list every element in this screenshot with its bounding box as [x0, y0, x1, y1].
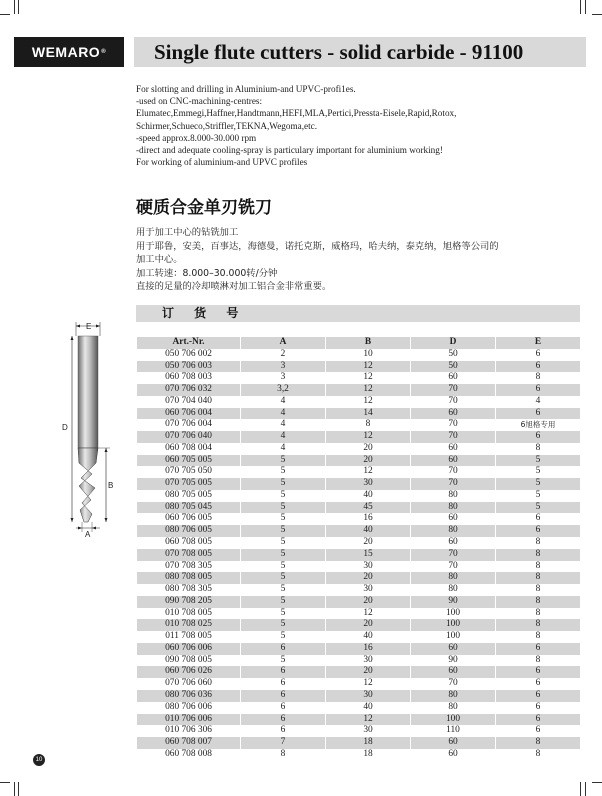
table-cell: 6: [495, 714, 580, 726]
table-cell: 12: [325, 431, 410, 443]
table-cell: 8: [495, 584, 580, 596]
table-cell: 12: [325, 396, 410, 408]
table-cell: 60: [410, 666, 495, 678]
table-cell: 5: [240, 502, 325, 514]
desc-line: -speed approx.8.000-30.000 rpm: [136, 132, 257, 143]
table-row: [137, 572, 580, 584]
table-cell: 12: [325, 714, 410, 726]
dim-label-d: D: [62, 423, 68, 432]
table-cell: 40: [325, 702, 410, 714]
table-cell: 14: [325, 408, 410, 420]
column-header: B: [325, 337, 410, 349]
table-cell: 5: [240, 619, 325, 631]
table-cell: 3: [240, 361, 325, 373]
table-cell: 6: [240, 725, 325, 737]
crop-mark: [18, 0, 19, 14]
table-cell: 80: [410, 502, 495, 514]
cutter-flute: [78, 448, 98, 522]
table-cell: 12: [325, 372, 410, 384]
table-cell: 6: [495, 361, 580, 373]
table-cell: 20: [325, 572, 410, 584]
table-cell: 16: [325, 513, 410, 525]
table-row: [137, 443, 580, 455]
table-cell: 30: [325, 584, 410, 596]
table-cell: 8: [495, 608, 580, 620]
table-cell: 60: [410, 749, 495, 761]
crop-mark: [580, 782, 581, 796]
desc-line: For working of aluminium-and UPVC profiles: [136, 157, 308, 168]
table-cell: 80: [410, 525, 495, 537]
table-cell: 5: [495, 455, 580, 467]
table-row: [137, 643, 580, 655]
table-cell: 5: [240, 631, 325, 643]
table-cell: 20: [325, 666, 410, 678]
crop-mark: [18, 782, 19, 796]
table-cell: 060 708 004: [137, 443, 240, 455]
registered-mark: ®: [101, 49, 107, 55]
table-cell: 5: [240, 455, 325, 467]
table-cell: 090 708 205: [137, 596, 240, 608]
table-cell: 20: [325, 443, 410, 455]
table-cell: 90: [410, 596, 495, 608]
table-cell: 5: [240, 525, 325, 537]
table-row: [137, 525, 580, 537]
table-cell: 70: [410, 549, 495, 561]
table-row: [137, 596, 580, 608]
table-cell: 6: [495, 525, 580, 537]
table-cell: 070 705 005: [137, 478, 240, 490]
table-row: [137, 431, 580, 443]
table-cell: 70: [410, 396, 495, 408]
table-cell: 5: [240, 572, 325, 584]
table-cell: 30: [325, 655, 410, 667]
table-cell: 8: [495, 749, 580, 761]
table-cell: 70: [410, 431, 495, 443]
table-row: [137, 419, 580, 431]
table-cell: 5: [495, 466, 580, 478]
dim-label-e: E: [86, 322, 92, 331]
crop-mark: [592, 14, 602, 15]
table-cell: 5: [240, 655, 325, 667]
table-cell: 6: [495, 513, 580, 525]
table-row: [137, 749, 580, 761]
table-cell: 010 706 006: [137, 714, 240, 726]
page-number: 10: [33, 754, 45, 766]
crop-mark: [592, 782, 602, 783]
title-bar: [124, 37, 586, 67]
desc-cn-line: 直接的足量的冷却喷淋对加工铝合金非常重要。: [136, 281, 332, 293]
specification-table: [137, 337, 580, 761]
table-cell: 4: [495, 396, 580, 408]
table-cell: 3: [240, 372, 325, 384]
table-cell: 2: [240, 349, 325, 361]
table-cell: 40: [325, 631, 410, 643]
table-cell: 20: [325, 619, 410, 631]
table-cell: 070 705 050: [137, 466, 240, 478]
table-cell: 6: [495, 678, 580, 690]
dim-label-a: A: [85, 530, 91, 539]
table-row: [137, 690, 580, 702]
table-cell: 8: [495, 572, 580, 584]
table-cell: 080 708 005: [137, 572, 240, 584]
table-cell: 30: [325, 478, 410, 490]
table-cell: 18: [325, 737, 410, 749]
table-cell: 7: [240, 737, 325, 749]
table-cell: 3,2: [240, 384, 325, 396]
table-cell: 8: [495, 561, 580, 573]
table-cell: 8: [495, 655, 580, 667]
table-row: [137, 561, 580, 573]
table-cell: 12: [325, 361, 410, 373]
table-row: [137, 714, 580, 726]
table-cell: 070 706 004: [137, 419, 240, 431]
table-cell: 70: [410, 419, 495, 431]
table-cell: 5: [240, 466, 325, 478]
table-cell: 60: [410, 737, 495, 749]
table-row: [137, 631, 580, 643]
table-cell: 12: [325, 608, 410, 620]
order-number-header: 订 货 号: [136, 305, 580, 322]
table-cell: 70: [410, 466, 495, 478]
table-cell: 6: [495, 408, 580, 420]
table-row: [137, 608, 580, 620]
crop-mark: [0, 782, 10, 783]
table-cell: 5: [240, 608, 325, 620]
table-row: [137, 619, 580, 631]
table-cell: 060 706 006: [137, 643, 240, 655]
table-cell: 8: [495, 737, 580, 749]
crop-mark: [585, 782, 586, 796]
table-row: [137, 549, 580, 561]
table-cell: 6旭格专用: [495, 419, 580, 431]
table-cell: 070 708 005: [137, 549, 240, 561]
table-row: [137, 737, 580, 749]
table-cell: 5: [495, 490, 580, 502]
table-cell: 45: [325, 502, 410, 514]
table-cell: 12: [325, 678, 410, 690]
title-bar-gap: [124, 37, 134, 67]
brand-logo: [14, 37, 124, 67]
table-cell: 080 705 005: [137, 490, 240, 502]
table-row: [137, 502, 580, 514]
table-cell: 20: [325, 596, 410, 608]
table-cell: 60: [410, 537, 495, 549]
table-row: [137, 490, 580, 502]
table-cell: 6: [495, 725, 580, 737]
table-cell: 12: [325, 466, 410, 478]
table-row: [137, 537, 580, 549]
table-cell: 6: [495, 349, 580, 361]
table-cell: 110: [410, 725, 495, 737]
table-cell: 8: [495, 443, 580, 455]
table-cell: 4: [240, 419, 325, 431]
table-cell: 010 708 025: [137, 619, 240, 631]
table-row: [137, 349, 580, 361]
table-cell: 070 706 040: [137, 431, 240, 443]
table-cell: 80: [410, 690, 495, 702]
brand-name: WEMARO: [31, 44, 101, 60]
table-row: [137, 396, 580, 408]
desc-cn-line: 用于加工中心的钻铣加工: [136, 227, 239, 238]
table-cell: 60: [410, 408, 495, 420]
table-cell: 060 706 026: [137, 666, 240, 678]
table-cell: 5: [495, 478, 580, 490]
table-cell: 070 706 032: [137, 384, 240, 396]
table-cell: 30: [325, 561, 410, 573]
description-cn: [136, 226, 586, 294]
table-row: [137, 478, 580, 490]
table-cell: 20: [325, 455, 410, 467]
table-cell: 5: [240, 584, 325, 596]
table-cell: 100: [410, 631, 495, 643]
table-cell: 5: [240, 490, 325, 502]
table-row: [137, 455, 580, 467]
table-row: [137, 666, 580, 678]
table-cell: 5: [240, 537, 325, 549]
table-row: [137, 361, 580, 373]
table-cell: 6: [495, 690, 580, 702]
table-cell: 060 706 004: [137, 408, 240, 420]
table-cell: 6: [240, 666, 325, 678]
table-cell: 60: [410, 455, 495, 467]
table-cell: 6: [240, 714, 325, 726]
table-cell: 8: [495, 549, 580, 561]
table-cell: 010 708 005: [137, 608, 240, 620]
crop-mark: [585, 0, 586, 14]
table-cell: 050 706 002: [137, 349, 240, 361]
table-cell: 30: [325, 690, 410, 702]
table-row: [137, 655, 580, 667]
table-cell: 050 706 003: [137, 361, 240, 373]
table-cell: 6: [495, 643, 580, 655]
table-cell: 70: [410, 384, 495, 396]
table-cell: 6: [240, 690, 325, 702]
column-header: E: [495, 337, 580, 349]
desc-line: For slotting and drilling in Aluminium-and UPVC-profi1es.: [136, 84, 356, 94]
table-cell: 12: [325, 384, 410, 396]
table-cell: 60: [410, 643, 495, 655]
table-cell: 060 708 003: [137, 372, 240, 384]
table-cell: 090 708 005: [137, 655, 240, 667]
table-row: [137, 678, 580, 690]
table-cell: 80: [410, 584, 495, 596]
column-header: A: [240, 337, 325, 349]
table-row: [137, 584, 580, 596]
cutter-drawing: [58, 318, 128, 540]
table-cell: 100: [410, 619, 495, 631]
table-cell: 50: [410, 361, 495, 373]
table-cell: 60: [410, 443, 495, 455]
table-cell: 070 706 060: [137, 678, 240, 690]
table-cell: 6: [495, 666, 580, 678]
table-cell: 8: [325, 419, 410, 431]
desc-line: -direct and adequate cooling-spray is particulary important for aluminium working!: [136, 145, 443, 156]
table-cell: 60: [410, 513, 495, 525]
table-row: [137, 408, 580, 420]
table-cell: 4: [240, 431, 325, 443]
column-header: Art.-Nr.: [137, 337, 240, 349]
table-cell: 4: [240, 396, 325, 408]
table-cell: 70: [410, 561, 495, 573]
table-cell: 5: [240, 549, 325, 561]
desc-cn-line: 加工中心。: [136, 254, 183, 266]
table-cell: 060 706 005: [137, 513, 240, 525]
table-cell: 011 708 005: [137, 631, 240, 643]
table-cell: 060 708 007: [137, 737, 240, 749]
table-cell: 8: [495, 631, 580, 643]
desc-line: Schirmer,Schueco,Striffler,TEKNA,Wegoma,etc.: [136, 120, 318, 131]
table-cell: 100: [410, 714, 495, 726]
table-cell: 070 704 040: [137, 396, 240, 408]
page-title: Single flute cutters - solid carbide - 91100: [154, 39, 524, 64]
table-cell: 060 705 005: [137, 455, 240, 467]
table-cell: 100: [410, 608, 495, 620]
table-cell: 6: [495, 431, 580, 443]
table-cell: 15: [325, 549, 410, 561]
table-cell: 16: [325, 643, 410, 655]
table-cell: 6: [495, 702, 580, 714]
table-cell: 6: [240, 678, 325, 690]
desc-line: Elumatec,Emmegi,Haffner,Handtmann,HEFI,MLA,Pertici,Pressta-Eisele,Rapid,Rotox,: [136, 108, 457, 119]
table-cell: 060 708 008: [137, 749, 240, 761]
table-row: [137, 702, 580, 714]
table-cell: 70: [410, 478, 495, 490]
table-cell: 080 705 045: [137, 502, 240, 514]
table-cell: 70: [410, 678, 495, 690]
desc-cn-line: 用于耶鲁，安美，百事达，海德曼，诺托克斯，威格玛，哈夫纳，泰克纳，旭格等公司的: [136, 240, 499, 252]
table-cell: 20: [325, 537, 410, 549]
table-cell: 5: [240, 513, 325, 525]
desc-line: -used on CNC-machining-centres:: [136, 96, 263, 107]
table-cell: 40: [325, 525, 410, 537]
table-cell: 6: [240, 643, 325, 655]
table-row: [137, 384, 580, 396]
table-cell: 50: [410, 349, 495, 361]
table-cell: 060 708 005: [137, 537, 240, 549]
table-cell: 30: [325, 725, 410, 737]
table-cell: 6: [240, 702, 325, 714]
crop-mark: [14, 0, 15, 14]
column-header: D: [410, 337, 495, 349]
table-cell: 5: [240, 596, 325, 608]
table-cell: 4: [240, 443, 325, 455]
table-cell: 40: [325, 490, 410, 502]
description-en: [136, 83, 586, 168]
table-cell: 80: [410, 572, 495, 584]
table-cell: 080 706 006: [137, 702, 240, 714]
dim-label-b: B: [108, 481, 114, 490]
table-cell: 80: [410, 490, 495, 502]
table-row: [137, 725, 580, 737]
table-cell: 4: [240, 408, 325, 420]
table-cell: 5: [495, 502, 580, 514]
table-cell: 18: [325, 749, 410, 761]
crop-mark: [0, 14, 10, 15]
table-cell: 6: [495, 384, 580, 396]
chinese-title: 硬质合金单刃铣刀: [136, 198, 272, 218]
table-cell: 080 706 036: [137, 690, 240, 702]
table-cell: 080 706 005: [137, 525, 240, 537]
table-row: [137, 466, 580, 478]
table-cell: 80: [410, 702, 495, 714]
crop-mark: [580, 0, 581, 14]
table-cell: 8: [240, 749, 325, 761]
cutter-shank: [78, 336, 98, 448]
table-cell: 080 708 305: [137, 584, 240, 596]
table-cell: 8: [495, 619, 580, 631]
table-row: [137, 513, 580, 525]
table-cell: 8: [495, 596, 580, 608]
table-cell: 8: [495, 372, 580, 384]
table-header-row: [137, 337, 580, 349]
table-row: [137, 372, 580, 384]
table-cell: 90: [410, 655, 495, 667]
table-cell: 070 708 305: [137, 561, 240, 573]
table-cell: 5: [240, 478, 325, 490]
table-cell: 8: [495, 537, 580, 549]
table-cell: 5: [240, 561, 325, 573]
table-cell: 60: [410, 372, 495, 384]
desc-cn-line: 加工转速：8.000–30.000转/分钟: [136, 267, 278, 279]
crop-mark: [14, 782, 15, 796]
table-cell: 10: [325, 349, 410, 361]
table-cell: 010 706 306: [137, 725, 240, 737]
